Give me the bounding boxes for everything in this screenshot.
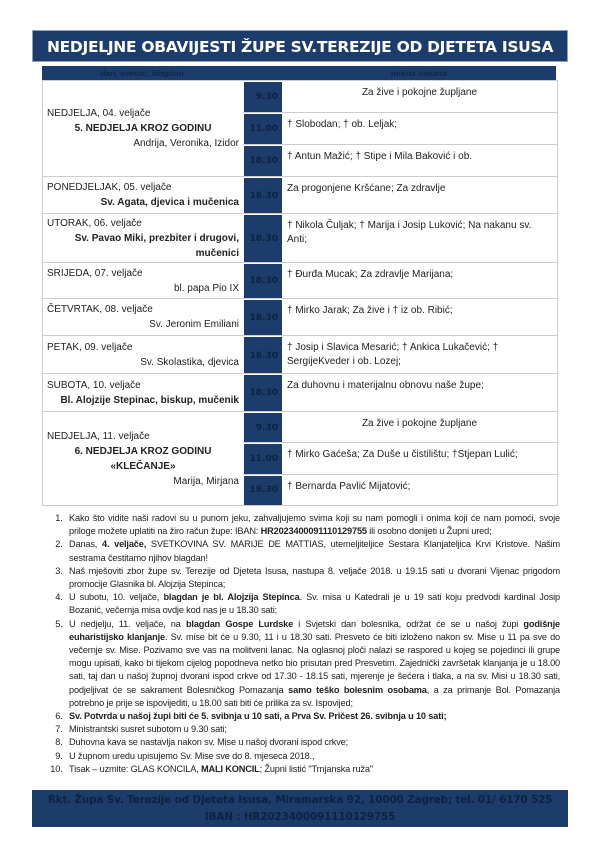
table-row <box>43 213 557 262</box>
day-cell <box>43 81 243 176</box>
mass-time: 18.30 <box>243 336 282 374</box>
table-row <box>43 411 557 505</box>
mass-slot <box>243 442 557 473</box>
day-label: UTORAK, 06. veljače <box>47 217 142 229</box>
announcement-item: 6. Sv. Potvrda u našoj župi biti će 5. svibnja u 10 sati, a Prva Sv. Pričest 26. svibnja u 10 sati; <box>65 710 560 723</box>
day-label: SRIJEDA, 07. veljače <box>47 267 143 279</box>
feast-label: Sv. Pavao Miki, prezbiter i drugovi, mučenici <box>74 232 239 259</box>
day-cell <box>43 177 243 213</box>
mass-intention: † Mirko Jarak; Za žive i † iz ob. Ribić; <box>287 305 453 316</box>
footer-iban: IBAN : HR2023400091110129755 <box>204 811 396 823</box>
header-day: dan, svetac, blagdan <box>100 68 184 78</box>
footer-address: Rkt. Župa Sv. Terezije od Djeteta Isusa, Miramarska 92, 10000 Zagreb; tel. 01/ 6170 525 <box>47 794 553 806</box>
table-row <box>43 262 557 298</box>
day-cell <box>43 374 243 411</box>
mass-time: 11.00 <box>243 113 282 144</box>
mass-intention: † Mirko Gaćeša; Za Duše u čistilištu; †Stjepan Lulić; <box>287 449 518 461</box>
mass-slot <box>243 144 557 176</box>
feast-label: Sv. Agata, djevica i mučenica <box>100 197 239 208</box>
day-cell <box>43 336 243 373</box>
mass-time: 18.30 <box>243 214 282 262</box>
day-label: NEDJELJA, 11. veljače <box>47 430 150 442</box>
mass-slot <box>243 214 557 262</box>
feast-subtitle: «KLEČANJE» <box>110 460 176 472</box>
mass-intention: † Slobodan; † ob. Leljak; <box>287 119 398 130</box>
mass-time: 9.30 <box>243 412 282 442</box>
mass-time: 11.00 <box>243 443 282 473</box>
header-intention: misna nakana <box>390 68 448 78</box>
mass-schedule-table <box>42 80 558 506</box>
mass-slot <box>243 474 557 505</box>
page-title: NEDJELJNE OBAVIJESTI ŽUPE SV.TEREZIJE OD DJETETA ISUSA <box>32 30 568 62</box>
day-cell <box>43 263 243 298</box>
announcement-item: 9. U župnom uredu upisujemo Sv. Mise sve do 8. mjeseca 2018., <box>65 750 560 763</box>
mass-intention: † Bernarda Pavlić Mijatović; <box>287 480 411 492</box>
footer <box>32 790 568 827</box>
table-row <box>43 298 557 335</box>
feast-label: Bl. Alojzije Stepinac, biskup, mučenik <box>60 394 239 406</box>
mass-slot <box>243 299 557 335</box>
day-label: NEDJELJA, 04. veljače <box>47 108 151 119</box>
saints-label: Andrija, Veronika, Izidor <box>133 138 239 149</box>
mass-intention: † Nikola Čuljak; † Marija i Josip Luković; Na nakanu sv. Anti; <box>287 220 532 245</box>
day-cell <box>43 299 243 335</box>
table-header <box>42 66 556 80</box>
announcement-item: 4. U subotu, 10. veljače, blagdan je bl. Alojzija Stepinca. Sv. misa u Katedrali je u 19 sati koju predvodi kardinal Josip Bozanić, večernja misa ovdje kod nas je u 18.30 sati; <box>65 591 560 617</box>
mass-time: 18.30 <box>243 475 282 505</box>
table-row <box>43 176 557 213</box>
day-label: PONEDJELJAK, 05. veljače <box>47 182 172 193</box>
feast-label: 6. NEDJELJA KROZ GODINU <box>74 445 212 457</box>
mass-slot <box>243 263 557 298</box>
mass-intention: Za žive i pokojne župljane <box>361 418 478 429</box>
day-cell <box>43 214 243 262</box>
announcement-item: 2. Danas, 4. veljače, SVETKOVINA SV. MARIJE DE MATTIAS, utemeljiteljice Sestara Klanjateljica Krvi Kristove. Našim sestrama čestitamo njihov blagdan! <box>65 538 560 564</box>
mass-intention: † Josip i Slavica Mesarić; † Ankica Lukačević; † SergijeKveder i ob. Lozej; <box>287 342 499 367</box>
mass-intention: † Đurđa Mucak; Za zdravlje Marijana; <box>287 269 454 280</box>
feast-label: 5. NEDJELJA KROZ GODINU <box>74 123 212 134</box>
day-label: ČETVRTAK, 08. veljače <box>47 304 153 315</box>
mass-slot <box>243 336 557 374</box>
saints-label: Marija, Mirjana <box>173 475 239 487</box>
mass-intention: † Antun Mažić; † Stipe i Mila Baković i ob. <box>287 151 473 162</box>
mass-slot <box>243 81 557 112</box>
mass-time: 18.30 <box>243 374 282 411</box>
mass-time: 18.30 <box>243 177 282 213</box>
mass-intention: Za žive i pokojne župljane <box>361 87 478 98</box>
saints-label: Sv. Jeronim Emiliani <box>149 319 239 330</box>
announcement-item: 10. Tisak – uzmite: GLAS KONCILA, MALI KONCIL; Župni listić "Trnjanska ruža" <box>65 763 560 776</box>
mass-slot <box>243 374 557 411</box>
mass-slot <box>243 112 557 144</box>
mass-time: 18.30 <box>243 299 282 335</box>
day-label: SUBOTA, 10. veljače <box>47 379 141 391</box>
mass-intention: Za progonjene Kršćane; Za zdravlje <box>287 183 446 194</box>
saints-label: bl. papa Pio IX <box>173 282 239 294</box>
table-row <box>43 335 557 373</box>
mass-slot <box>243 177 557 213</box>
mass-time: 9.30 <box>243 81 282 112</box>
announcement-item: 3. Naš mješoviti zbor župe sv. Terezije od Djeteta Isusa, nastupa 8. veljače 2018. u 19.15 sati u dvorani Vijenac prigodom promocije Glasnika bl. Alojzija Stepinca; <box>65 565 560 591</box>
announcements-list <box>42 512 560 776</box>
saints-label: Sv. Skolastika, djevica <box>140 356 239 368</box>
announcement-item: 1. Kako što vidite naši radovi su u punom jeku, zahvaljujemo svima koji su nam pomogli i onima koji će nam pomoći, svoje priloge možete uplatiti na žiro račun župe: IBAN: HR2023400091110129755 ili osobno donijeti u Župni ured; <box>65 512 560 538</box>
mass-time: 18.30 <box>243 263 282 298</box>
mass-slot <box>243 412 557 442</box>
announcement-item: 8. Duhovna kava se nastavlja nakon sv. Mise u našoj dvorani ispod crkve; <box>65 736 560 749</box>
announcement-item: 5. U nedjelju, 11. veljače, na blagdan Gospe Lurdske i Svjetski dan bolesnika, održat će se u našoj župi godišnje euharistijsko klanjanje. Sv. mise bit će u 9.30, 11 i u 18.30 sati. Presveto će biti izloženo nakon sv. Mise u 11 pa sve do večernje sv. Mise. Pozivamo sve vas na molitveni lanac. Na oglasnoj ploči nalazi se raspored u kojeg se pojedinci ili grupe mogu upisati, kako bi tijekom cijelog popodneva netko bio prisutan pred Presvetim. Zajednički završetak klanjanja je u 18.00 sati, taj dan u našoj župnoj dvorani ispod crkve od 17.30 - 18.15 sati, mjerenje je šećera i tlaka, a na sv. Misi u 18.30 sati, podjeljivat će se sakrament Bolesničkog Pomazanja samo teško bolesnim osobama, a za primanje Bol. Pomazanja potrebno je prije se ispovijediti, u 18.00 sati biti će prilika za sv. Ispovijed; <box>65 618 560 710</box>
table-row <box>43 80 557 176</box>
mass-time: 18.30 <box>243 145 282 176</box>
announcement-item: 7. Ministrantski susret subotom u 9.30 sati; <box>65 723 560 736</box>
mass-intention: Za duhovnu i materijalnu obnovu naše župe; <box>287 380 484 391</box>
table-row <box>43 373 557 411</box>
day-cell <box>43 412 243 505</box>
day-label: PETAK, 09. veljače <box>47 341 133 353</box>
